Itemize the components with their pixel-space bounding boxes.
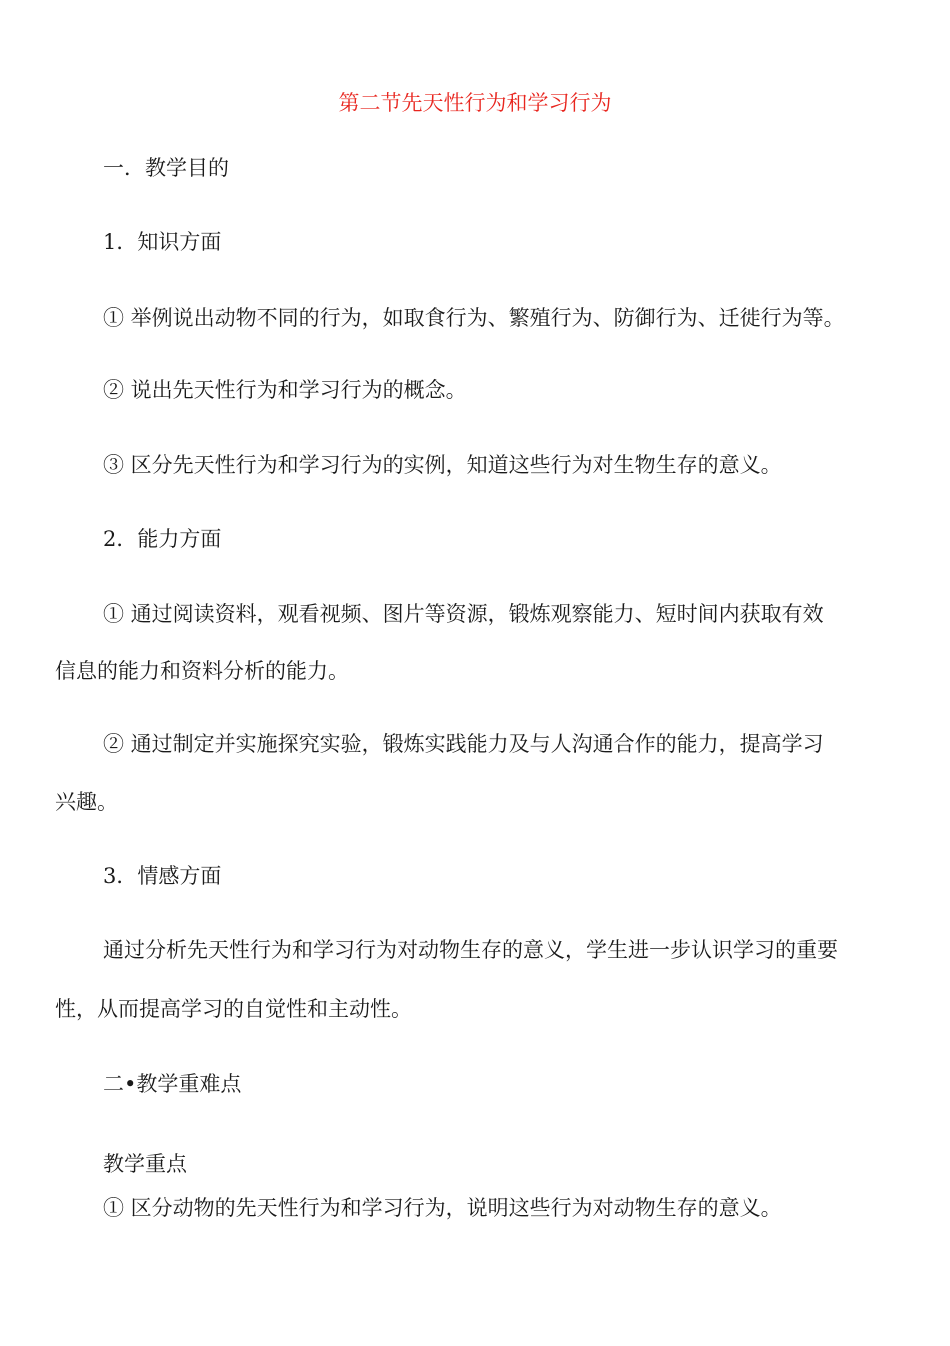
ability-item-2-line-1: ② 通过制定并实施探究实验，锻炼实践能力及与人沟通合作的能力，提高学习	[103, 732, 824, 756]
subheading-knowledge: 1．知识方面	[103, 230, 222, 254]
knowledge-item-3: ③ 区分先天性行为和学习行为的实例，知道这些行为对生物生存的意义。	[103, 453, 782, 477]
ability-item-2-line-2: 兴趣。	[55, 790, 118, 814]
knowledge-item-2: ② 说出先天性行为和学习行为的概念。	[103, 378, 467, 402]
ability-item-1-line-1: ① 通过阅读资料，观看视频、图片等资源，锻炼观察能力、短时间内获取有效	[103, 602, 824, 626]
focus-item-1: ① 区分动物的先天性行为和学习行为，说明这些行为对动物生存的意义。	[103, 1196, 782, 1220]
section-heading-objectives: 一．教学目的	[103, 156, 229, 180]
focus-heading: 教学重点	[103, 1152, 187, 1176]
emotion-paragraph-line-2: 性，从而提高学习的自觉性和主动性。	[55, 997, 412, 1021]
subheading-emotion: 3．情感方面	[103, 864, 222, 888]
subheading-ability: 2．能力方面	[103, 527, 222, 551]
emotion-paragraph-line-1: 通过分析先天性行为和学习行为对动物生存的意义，学生进一步认识学习的重要	[103, 938, 838, 962]
knowledge-item-1: ① 举例说出动物不同的行为，如取食行为、繁殖行为、防御行为、迁徙行为等。	[103, 306, 845, 330]
section-heading-key-points: 二•教学重难点	[103, 1072, 242, 1096]
document-title: 第二节先天性行为和学习行为	[338, 91, 612, 115]
ability-item-1-line-2: 信息的能力和资料分析的能力。	[55, 659, 349, 683]
